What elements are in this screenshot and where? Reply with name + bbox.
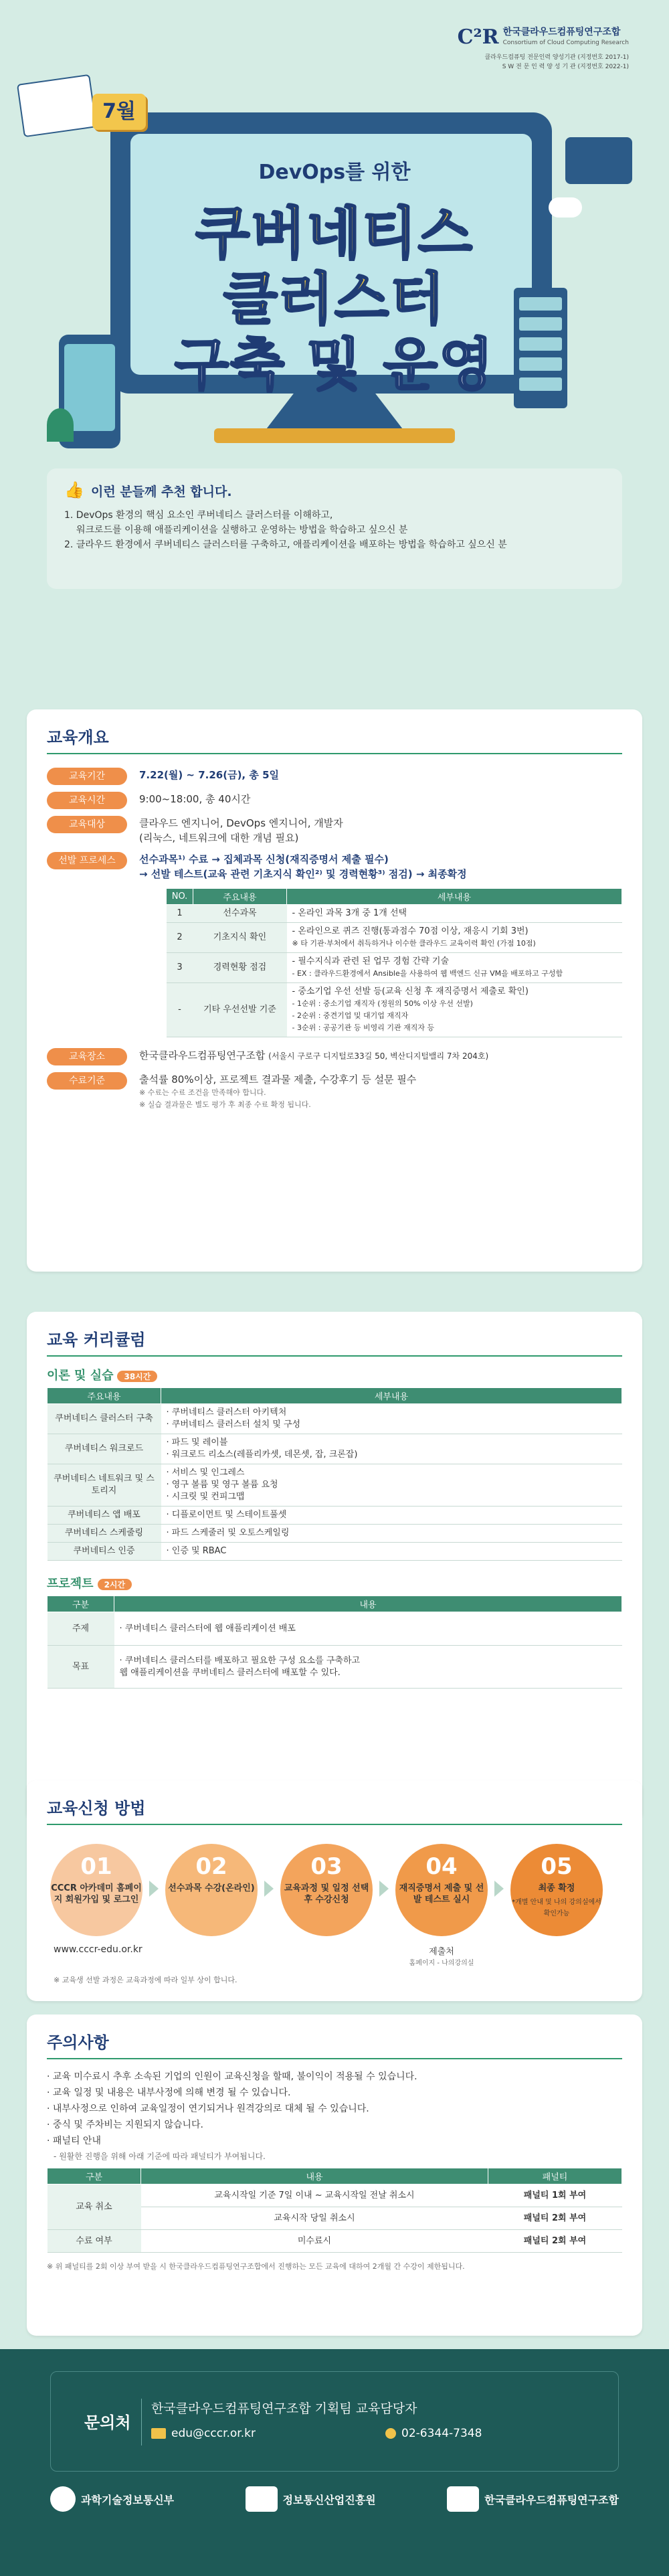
recommend-item: 2. 클라우드 환경에서 쿠버네티스 클러스터를 구축하고, 애플리케이션을 배포하는 방법을 학습하고 싶으신 분 [64,539,507,550]
server-rack-illustration [514,288,567,408]
criteria-note: ※ 실습 결과물은 별도 평가 후 최종 수료 확정 됩니다. [139,1100,311,1109]
hero-title-3: 구축 및 운영 [174,332,495,398]
overview-heading: 교육개요 [47,728,109,747]
apply-url[interactable]: www.cccr-edu.or.kr [54,1944,142,1955]
label-place: 교육장소 [47,1048,127,1065]
logo-msit: 과학기술정보통신부 [81,2493,175,2506]
table-row: 교육시작 당일 취소시 패널티 2회 부여 [47,2207,622,2230]
arrow-icon [264,1881,274,1897]
logo-nipa: 정보통신산업진흥원 [282,2493,376,2506]
submit-location: 제출처 홈페이지 - 나의강의실 [409,1947,474,1967]
step-4: 04 재직증명서 제출 및 선발 테스트 실시 [395,1844,488,1936]
plant-illustration [47,408,74,442]
apply-note: ※ 교육생 선발 과정은 교육과정에 따라 일부 상이 합니다. [54,1976,237,1984]
cccr-logo-icon [447,2486,479,2512]
footer-logos [50,2486,619,2512]
value-place-detail: (서울시 구로구 디지털로33길 50, 벽산디지털밸리 7차 204호) [268,1051,489,1061]
hero-subtitle: DevOps를 위한 [258,161,411,184]
caution-card [27,2014,642,2336]
table-row: 1 선수과목 - 온라인 과목 3개 중 1개 선택 [167,905,622,923]
table-row: 수료 여부 미수료시 패널티 2회 부여 [47,2230,622,2253]
value-process: 선수과목¹⁾ 수료 → 집체과목 신청(재직증명서 제출 필수) [139,853,389,865]
criteria-note: ※ 수료는 수료 조건을 만족해야 합니다. [139,1088,266,1097]
table-row: 쿠버네티스 앱 배포 · 디플로이먼트 및 스테이트풀셋 [47,1507,622,1525]
table-row: 쿠버네티스 스케줄링 · 파드 스케줄러 및 오토스케일링 [47,1525,622,1543]
recommend-title: 이런 분들께 추천 합니다. [91,485,232,499]
nipa-logo-icon [246,2486,278,2512]
arrow-icon [494,1881,504,1897]
apply-heading: 교육신청 방법 [47,1799,146,1818]
penalty-table: 구분 내용 패널티 교육 취소 교육시작일 기준 7일 이내 ~ 교육시작일 전날 취소시 패널티 1회 부여 교육시작 당일 취소시 패널티 2회 부여 수료 여부 미수료시 패널티 2회 부여 [47,2168,622,2253]
table-row: 쿠버네티스 클러스터 구축 · 쿠버네티스 클러스터 아키텍처 · 쿠버네티스 클러스터 설치 및 구성 [47,1404,622,1434]
table-row: 주제 · 쿠버네티스 클러스터에 웹 애플리케이션 배포 [47,1612,622,1646]
org-logo-mark: C²R [457,25,499,49]
label-period: 교육기간 [47,768,127,785]
caution-item: · 교육 미수료시 추후 소속된 기업의 인원이 교육신청을 할때, 불이익이 적용될 수 있습니다. [47,2071,417,2082]
month-badge: 7월 [92,94,146,130]
label-target: 교육대상 [47,816,127,833]
project-hours-pill: 2시간 [98,1579,132,1590]
label-criteria: 수료기준 [47,1072,127,1090]
caution-item: · 내부사정으로 인하여 교육일정이 연기되거나 원격강의로 대체 될 수 있습니다. [47,2103,369,2114]
org-name-en: Consortium of Cloud Computing Research [502,39,629,46]
caution-item: · 중식 및 주차비는 지원되지 않습니다. [47,2120,204,2130]
table-row: 쿠버네티스 네트워크 및 스토리지 · 서비스 및 인그레스 · 영구 볼륨 및 영구 볼륨 요청 · 시크릿 및 컨피그맵 [47,1464,622,1507]
step-1: 01 CCCR 아카데미 홈페이지 회원가입 및 로그인 [50,1844,142,1936]
label-process: 선발 프로세스 [47,852,127,869]
value-process-2: → 선발 테스트(교육 관련 기초지식 확인²⁾ 및 경력현황³⁾ 점검) → 최종확정 [139,868,467,880]
recommend-item: 워크로드를 이용해 애플리케이션을 실행하고 운영하는 방법을 학습하고 싶으신 분 [76,525,408,535]
org-name: 한국클라우드컴퓨팅연구조합 [502,26,621,37]
value-time: 9:00~18:00, 총 40시간 [139,793,251,805]
table-row: 교육 취소 교육시작일 기준 7일 이내 ~ 교육시작일 전날 취소시 패널티 1회 부여 [47,2184,622,2207]
contact-tel[interactable]: 02-6344-7348 [401,2427,482,2440]
label-time: 교육시간 [47,792,127,809]
table-row: 3 경력현황 점검 - 필수지식과 관련 된 업무 경험 간략 기술 - EX : 클라우드환경에서 Ansible을 사용하여 웹 백엔드 신규 VM을 배포하고 구성함 [167,953,622,983]
curriculum-heading: 교육 커리큘럼 [47,1330,146,1349]
msit-logo-icon [50,2486,76,2512]
contact-label: 문의처 [84,2413,131,2432]
th-no: NO. [167,889,193,905]
penalty-note: - 원활한 진행을 위해 아래 기준에 따라 패널티가 부여됩니다. [54,2152,266,2161]
monitor-base [214,428,455,443]
org-logo-block [458,25,629,72]
hero-title-1: 쿠버네티스 [195,201,474,266]
org-sub-1: 클라우드컴퓨팅 전문인력 양성기관 (지정번호 2017-1) [484,54,629,61]
table-row: 2 기초지식 확인 - 온라인으로 퀴즈 진행(통과점수 70점 이상, 재응시 기회 3번) ※ 타 기관·부처에서 취득하거나 이수한 클라우드 교육이력 확인 (가점 10점) [167,923,622,953]
hero-title-2: 클러스터 [223,266,446,332]
overview-card [27,709,642,1272]
contact-name: 한국클라우드컴퓨팅연구조합 기획팀 교육담당자 [151,2401,417,2416]
step-3: 03 교육과정 및 일정 선택 후 수강신청 [280,1844,373,1936]
project-table: 구분 내용 주제 · 쿠버네티스 클러스터에 웹 애플리케이션 배포 목표 · 쿠버네티스 클러스터를 배포하고 필요한 구성 요소를 구축하고 웹 애플리케이션을 쿠버네티스 클러스터에 배포할 수 있다. [47,1596,622,1689]
step-5: 05 최종 확정 *개별 안내 및 나의 강의실에서 확인가능 [510,1844,603,1936]
contact-box [50,2371,619,2472]
recommend-item: 1. DevOps 환경의 핵심 요소인 쿠버네티스 클러스터를 이해하고, [64,510,333,521]
curriculum-table: 주요내용 세부내용 쿠버네티스 클러스터 구축 · 쿠버네티스 클러스터 아키텍처 · 쿠버네티스 클러스터 설치 및 구성 쿠버네티스 워크로드 · 파드 및 레이블 · 워크로드 리소스(레플리카셋, 데몬셋, 잡, 크론잡) 쿠버네티스 네트워크 및 스토리지 · 서비스 및 인그레스 · 영구 볼륨 및 영구 볼륨 요청 · 시크릿 및 컨피그맵 쿠버네티스 앱 배포 · 디플로이먼트 및 스테이트풀셋 쿠버네티스 스케줄링 · 파드 스케줄러 및 오토스케일링 쿠버네티스 인증 · 인증 및 RBAC [47,1387,622,1561]
apply-card [27,1780,642,2001]
value-criteria: 출석률 80%이상, 프로젝트 결과물 제출, 수강후기 등 설문 필수 [139,1074,417,1086]
caution-item: · 패널티 안내 [47,2136,101,2146]
contact-email[interactable]: edu@cccr.or.kr [171,2427,256,2440]
value-target-2: (리눅스, 네트워크에 대한 개념 필요) [139,832,299,844]
caution-heading: 주의사항 [47,2033,109,2052]
project-subheading: 프로젝트 [47,1577,94,1591]
caution-item: · 교육 일정 및 내용은 내부사정에 의해 변경 될 수 있습니다. [47,2087,291,2098]
thumbs-up-icon: 👍 [64,481,84,499]
table-row: 쿠버네티스 인증 · 인증 및 RBAC [47,1543,622,1561]
logo-cccr: 한국클라우드컴퓨팅연구조합 [484,2493,619,2506]
phone-icon [385,2428,396,2439]
table-row: 목표 · 쿠버네티스 클러스터를 배포하고 필요한 구성 요소를 구축하고 웹 애플리케이션을 쿠버네티스 클러스터에 배포할 수 있다. [47,1646,622,1689]
value-period: 7.22(월) ~ 7.26(금), 총 5일 [139,769,279,781]
mail-icon [151,2428,166,2439]
th-detail: 세부내용 [287,889,622,905]
arrow-icon [149,1881,159,1897]
table-row: 쿠버네티스 워크로드 · 파드 및 레이블 · 워크로드 리소스(레플리카셋, 데몬셋, 잡, 크론잡) [47,1434,622,1464]
document-illustration [17,74,97,138]
value-target: 클라우드 엔지니어, DevOps 엔지니어, 개발자 [139,817,343,829]
table-row: - 기타 우선선발 기준 - 중소기업 우선 선발 등(교육 신청 후 재직증명서 제출로 확인) - 1순위 : 중소기업 재직자 (정원의 50% 이상 우선 선발) - 2순위 : 중견기업 및 대기업 재직자 - 3순위 : 공공기관 등 비영리 기관 재직자 등 [167,983,622,1037]
penalty-footnote: ※ 위 패널티를 2회 이상 부여 받을 시 한국클라우드컴퓨팅연구조합에서 진행하는 모든 교육에 대하여 2개월 간 수강이 제한됩니다. [47,2262,465,2271]
th-main: 주요내용 [193,889,287,905]
theory-subheading: 이론 및 실습 [47,1369,114,1383]
arrow-icon [379,1881,389,1897]
theory-hours-pill: 38시간 [117,1371,157,1382]
selection-table [166,888,622,1037]
org-sub-2: S W 전 문 인 력 양 성 기 관 (지정번호 2022-1) [502,64,629,70]
recommend-box [47,468,622,589]
curriculum-card [27,1312,642,1820]
step-2: 02 선수과목 수강(온라인) [165,1844,258,1936]
value-place: 한국클라우드컴퓨팅연구조합 [139,1049,266,1061]
